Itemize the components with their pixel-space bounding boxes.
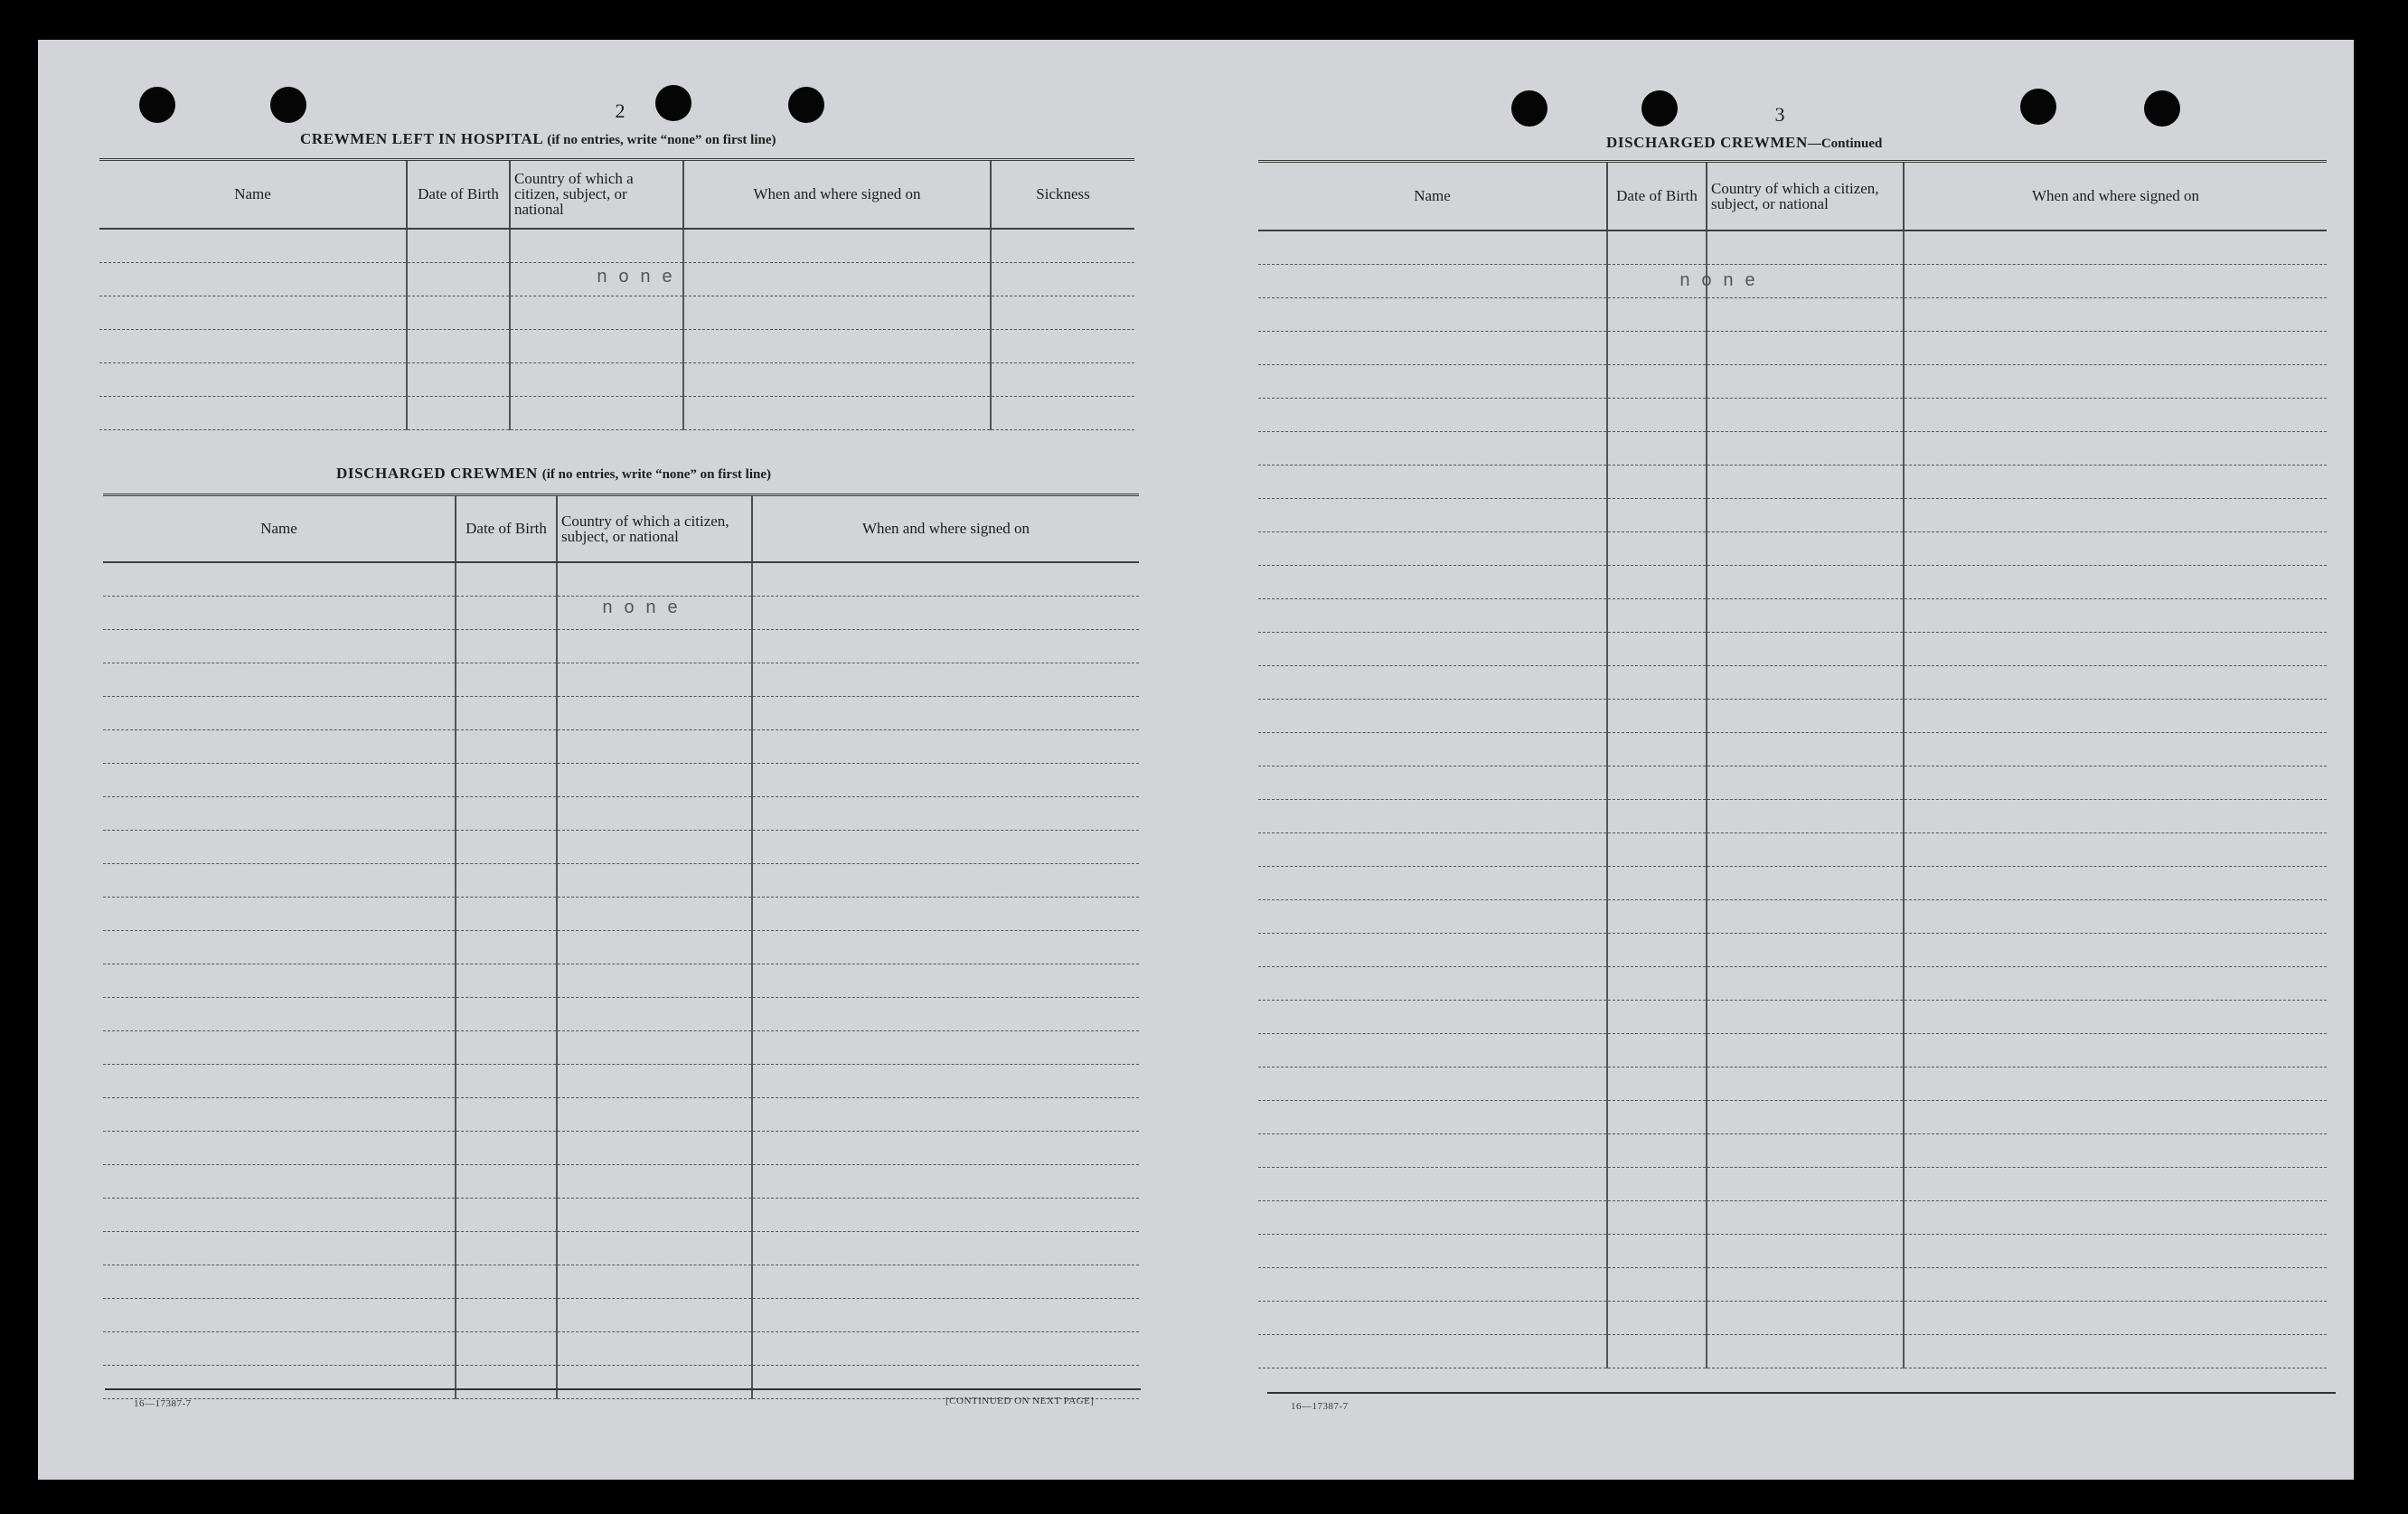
col-name: Name [103, 495, 456, 562]
discharged-table [103, 494, 1139, 1399]
hospital-none-entry: none [597, 268, 684, 288]
table-row [103, 1064, 1139, 1097]
col-signed-on: When and where signed on [1904, 162, 2327, 230]
table-row [103, 1231, 1139, 1265]
punch-hole-icon [2144, 90, 2180, 127]
table-row [103, 1131, 1139, 1164]
table-row [1258, 364, 2327, 398]
discharged-title-text: DISCHARGED CREWMEN [336, 465, 538, 482]
table-row [103, 930, 1139, 964]
hospital-table [99, 158, 1134, 430]
table-row [1258, 598, 2327, 632]
continued-note: [CONTINUED ON NEXT PAGE] [945, 1396, 1095, 1406]
hospital-title-text: CREWMEN LEFT IN HOSPITAL [300, 130, 543, 147]
bottom-rule [105, 1388, 1141, 1390]
col-date-of-birth: Date of Birth [1607, 162, 1707, 230]
bottom-rule [1267, 1392, 2336, 1394]
table-row [1258, 1267, 2327, 1301]
discharged-subtitle: (if no entries, write “none” on first line) [541, 467, 771, 482]
punch-hole-icon [655, 85, 691, 121]
table-row [1258, 498, 2327, 531]
punch-hole-icon [1511, 90, 1547, 127]
punch-hole-icon [1641, 90, 1678, 127]
page-number: 2 [615, 99, 626, 122]
table-row [1258, 1033, 2327, 1067]
table-row [99, 229, 1134, 263]
col-sickness: Sickness [991, 160, 1134, 229]
table-row [1258, 866, 2327, 899]
table-row [1258, 531, 2327, 565]
table-row [1258, 230, 2327, 265]
form-number: 16—17387-7 [1291, 1401, 1349, 1412]
table-row [103, 1030, 1139, 1064]
table-row [103, 1097, 1139, 1131]
table-row [1258, 331, 2327, 364]
table-row [99, 362, 1134, 396]
table-row [1258, 832, 2327, 866]
table-row [103, 663, 1139, 696]
table-row [1258, 1100, 2327, 1133]
table-row [1258, 431, 2327, 465]
table-row [99, 296, 1134, 329]
table-row [1258, 732, 2327, 766]
table-row [1258, 966, 2327, 1000]
table-row [103, 729, 1139, 763]
table-row [103, 763, 1139, 796]
table-row [1258, 398, 2327, 431]
table-row [1258, 899, 2327, 933]
table-row [103, 1331, 1139, 1365]
table-row [99, 396, 1134, 429]
table-row [103, 863, 1139, 897]
table-row [103, 1265, 1139, 1298]
punch-hole-icon [788, 87, 824, 123]
continued-none-entry: none [1679, 271, 1767, 292]
table-row [103, 696, 1139, 729]
table-row [1258, 264, 2327, 297]
table-row [1258, 1200, 2327, 1234]
table-row [103, 1198, 1139, 1231]
page-number: 3 [1774, 103, 1785, 126]
table-row [1258, 699, 2327, 732]
col-signed-on: When and where signed on [752, 495, 1139, 562]
col-name: Name [99, 160, 407, 229]
hospital-section-title [300, 130, 776, 148]
col-date-of-birth: Date of Birth [456, 495, 557, 562]
discharged-section-title [336, 465, 771, 483]
table-row [1258, 632, 2327, 665]
table-row [1258, 1234, 2327, 1267]
table-row [103, 997, 1139, 1030]
col-date-of-birth: Date of Birth [407, 160, 510, 229]
table-row [1258, 1000, 2327, 1033]
table-row [103, 830, 1139, 863]
table-row [1258, 1067, 2327, 1100]
table-row [1258, 933, 2327, 966]
continued-suffix: —Continued [1807, 136, 1883, 151]
col-name: Name [1258, 162, 1607, 230]
table-row [103, 964, 1139, 997]
table-row [103, 562, 1139, 597]
table-row [103, 897, 1139, 930]
table-row [1258, 1334, 2327, 1368]
hospital-subtitle: (if no entries, write “none” on first line) [547, 133, 776, 147]
table-row [1258, 766, 2327, 799]
punch-hole-icon [2020, 89, 2056, 125]
table-row [1258, 665, 2327, 699]
col-signed-on: When and where signed on [683, 160, 991, 229]
table-row [103, 796, 1139, 830]
table-row [1258, 799, 2327, 832]
table-row [103, 1365, 1139, 1398]
col-country: Country of which a citizen, subject, or national [1707, 162, 1904, 230]
discharged-continued-title [1606, 134, 1882, 152]
form-sheet [38, 40, 2354, 1480]
discharged-none-entry: none [602, 598, 690, 619]
table-row [99, 329, 1134, 362]
table-row [1258, 565, 2327, 598]
discharged-continued-table [1258, 160, 2327, 1368]
table-row [1258, 465, 2327, 498]
form-number: 16—17387-7 [134, 1398, 192, 1409]
col-country: Country of which a citizen, subject, or national [557, 495, 752, 562]
table-row [1258, 1133, 2327, 1167]
table-row [1258, 297, 2327, 331]
col-country: Country of which a citizen, subject, or national [510, 160, 683, 229]
table-row [1258, 1301, 2327, 1334]
table-row [103, 629, 1139, 663]
table-row [1258, 1167, 2327, 1200]
punch-hole-icon [139, 87, 175, 123]
punch-hole-icon [270, 87, 306, 123]
discharged-continued-title-text: DISCHARGED CREWMEN [1606, 134, 1808, 151]
table-row [103, 1164, 1139, 1198]
table-row [103, 1298, 1139, 1331]
